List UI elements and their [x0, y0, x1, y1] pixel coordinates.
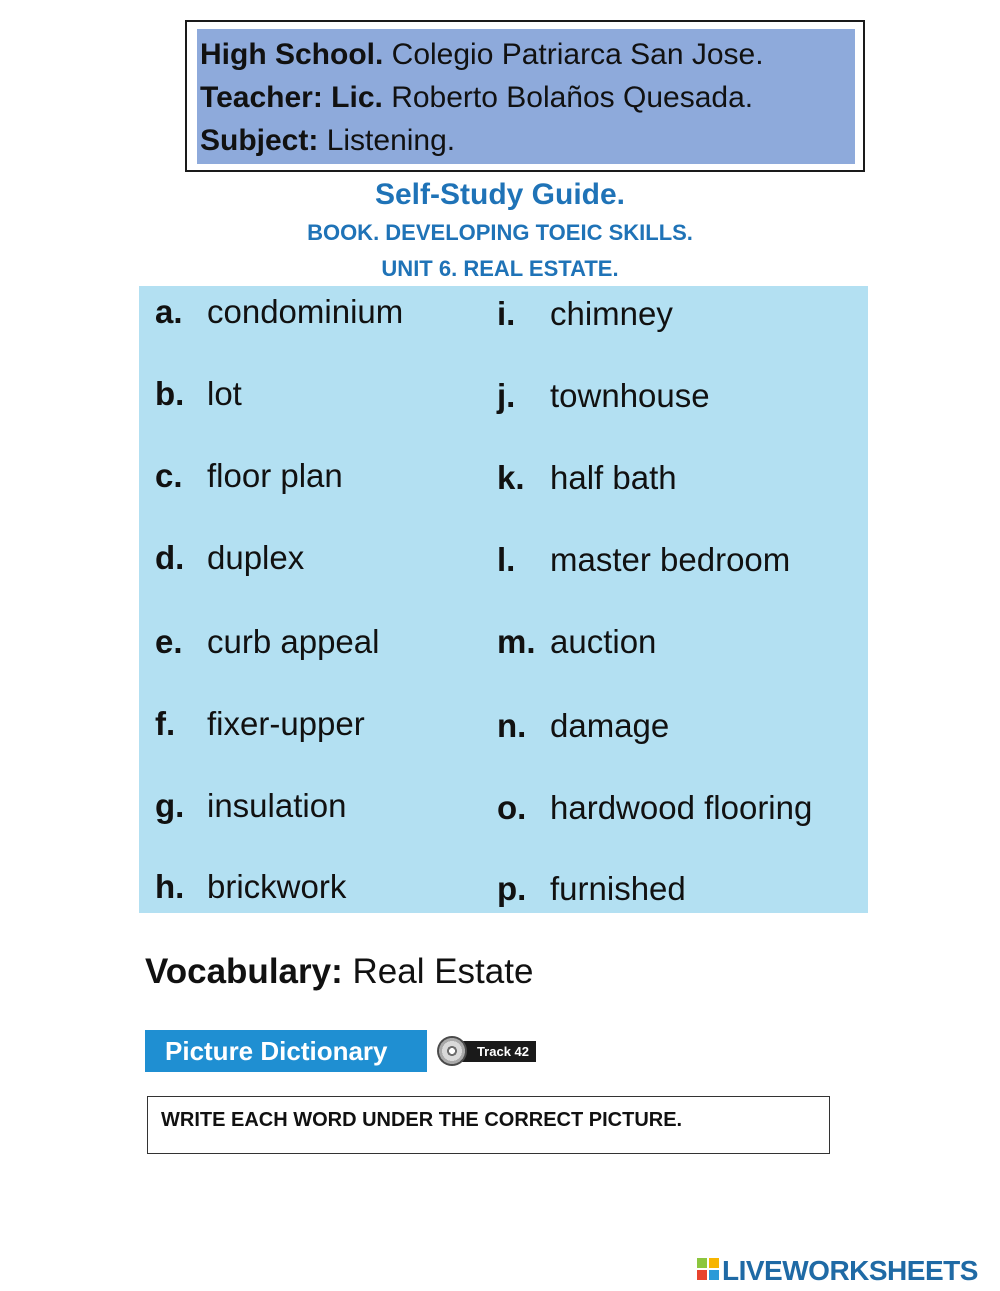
teacher-line: [200, 76, 855, 119]
vocab-word: furnished: [550, 870, 686, 907]
vocabulary-heading: [145, 950, 533, 994]
vocab-word: duplex: [207, 539, 305, 576]
vocab-letter: c.: [155, 457, 183, 494]
vocab-word: floor plan: [207, 457, 343, 494]
teacher-value: Roberto Bolaños Quesada.: [391, 81, 754, 114]
guide-title: Self-Study Guide.: [374, 178, 626, 211]
vocab-word: brickwork: [207, 868, 347, 905]
vocab-word: curb appeal: [207, 623, 380, 660]
vocab-letter: h.: [155, 868, 185, 905]
vocab-letter: f.: [155, 705, 176, 742]
school-value: Colegio Patriarca San Jose.: [391, 38, 764, 71]
vocab-word: fixer-upper: [207, 705, 365, 742]
vocab-letter: m.: [497, 623, 536, 660]
vocabulary-heading-topic: Real Estate: [352, 952, 534, 991]
vocab-letter: i.: [497, 295, 516, 332]
vocab-letter: g.: [155, 787, 185, 824]
vocab-word: hardwood flooring: [550, 789, 813, 826]
vocabulary-heading-label: Vocabulary:: [145, 952, 343, 991]
track-label: Track 42: [455, 1041, 536, 1062]
vocab-letter: o.: [497, 789, 527, 826]
liveworksheets-logo-icon: [697, 1258, 719, 1280]
vocab-letter: j.: [497, 377, 516, 414]
school-label: High School.: [200, 38, 384, 71]
vocab-letter: a.: [155, 293, 183, 330]
vocab-word: damage: [550, 707, 670, 744]
vocab-letter: p.: [497, 870, 527, 907]
vocab-word: townhouse: [550, 377, 710, 414]
vocab-word: half bath: [550, 459, 677, 496]
liveworksheets-brand-text: LIVEWORKSHEETS: [722, 1255, 978, 1286]
vocab-letter: e.: [155, 623, 183, 660]
subject-line: [200, 119, 855, 162]
vocab-word: auction: [550, 623, 657, 660]
instruction-box: WRITE EACH WORD UNDER THE CORRECT PICTURE.: [147, 1096, 830, 1154]
vocab-letter: k.: [497, 459, 525, 496]
vocab-letter: l.: [497, 541, 516, 578]
subject-label: Subject:: [200, 124, 319, 157]
vocab-letter: d.: [155, 539, 185, 576]
vocab-word: condominium: [207, 293, 404, 330]
school-info-panel: [197, 29, 855, 164]
vocab-word: lot: [207, 375, 242, 412]
picture-dictionary-banner: Picture Dictionary: [145, 1030, 427, 1072]
vocab-letter: n.: [497, 707, 527, 744]
vocab-letter: b.: [155, 375, 185, 412]
vocab-word: insulation: [207, 787, 347, 824]
subject-value: Listening.: [326, 124, 456, 157]
vocab-word: chimney: [550, 295, 673, 332]
vocab-word: master bedroom: [550, 541, 791, 578]
school-info-box: [185, 20, 865, 172]
vocabulary-word-bank: [139, 286, 868, 913]
unit-title: UNIT 6. REAL ESTATE.: [381, 256, 619, 281]
cd-icon: [437, 1036, 467, 1066]
book-title: BOOK. DEVELOPING TOEIC SKILLS.: [307, 220, 693, 245]
school-line: [200, 33, 855, 76]
teacher-label: Teacher: Lic.: [200, 81, 383, 114]
